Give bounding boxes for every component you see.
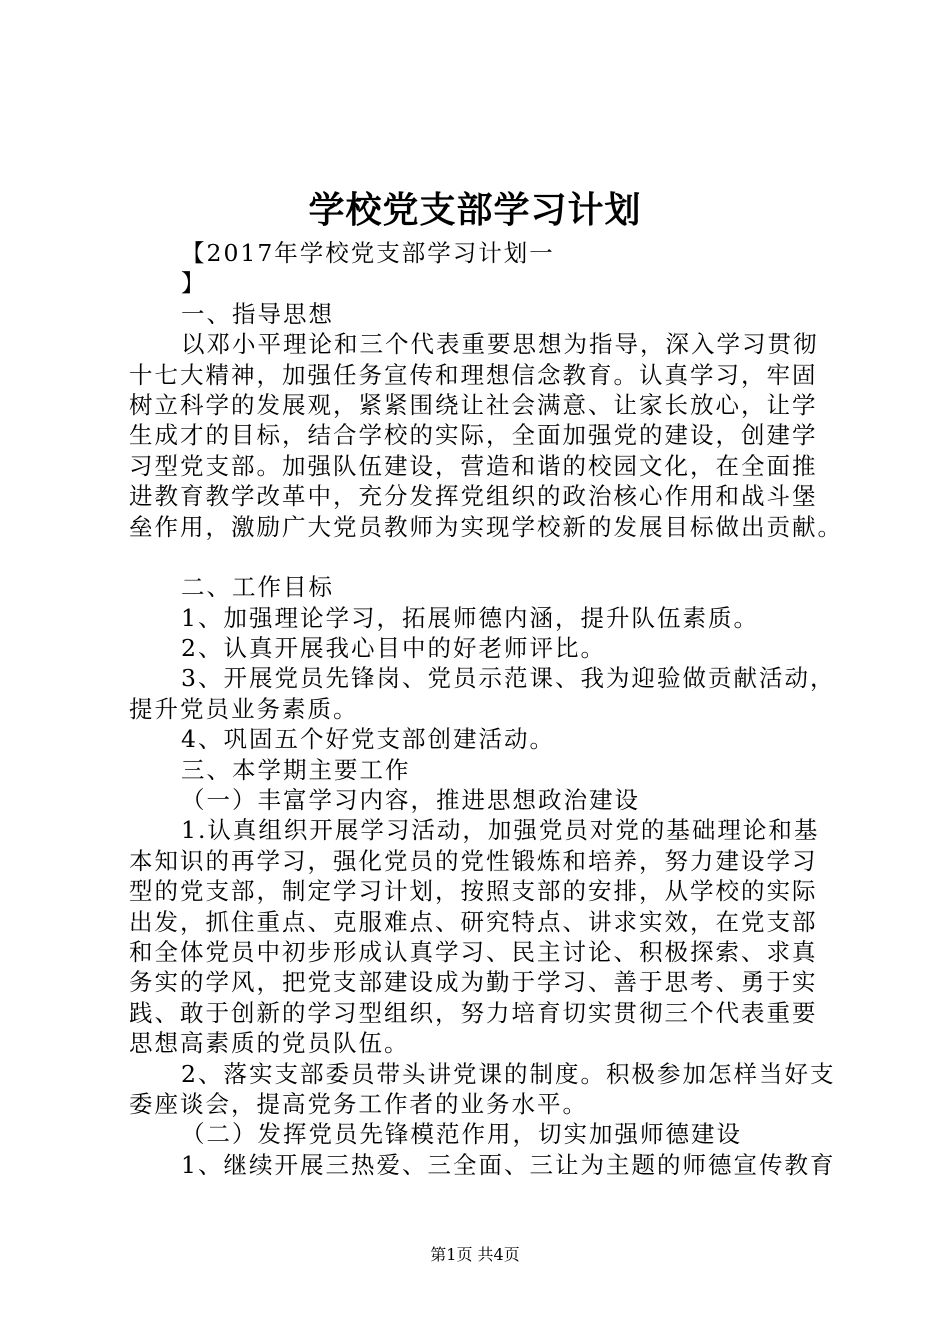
page-footer: 第1页 共4页 <box>430 1245 520 1264</box>
text-line: 1、加强理论学习，拓展师德内涵，提升队伍素质。 <box>181 603 759 632</box>
subsection-heading: （二）发挥党员先锋模范作用，切实加强师德建设 <box>181 1120 742 1149</box>
text-line: 委座谈会，提高党务工作者的业务水平。 <box>129 1089 588 1118</box>
text-line: 【2017年学校党支部学习计划一 <box>181 239 555 267</box>
text-line: 以邓小平理论和三个代表重要思想为指导，深入学习贯彻 <box>181 330 819 359</box>
text-line: 1、继续开展三热爱、三全面、三让为主题的师德宣传教育 <box>181 1150 836 1179</box>
text-line: 进教育教学改革中，充分发挥党组织的政治核心作用和战斗堡 <box>129 482 818 511</box>
text-line: 和全体党员中初步形成认真学习、民主讨论、积极探索、求真 <box>129 937 818 966</box>
text-line: 十七大精神，加强任务宣传和理想信念教育。认真学习，牢固 <box>129 360 818 389</box>
text-line: 2、认真开展我心目中的好老师评比。 <box>181 634 606 663</box>
text-line: 本知识的再学习，强化党员的党性锻炼和培养，努力建设学习 <box>129 846 818 875</box>
text-line: 4、巩固五个好党支部创建活动。 <box>181 725 555 754</box>
section-heading: 二、工作目标 <box>181 573 334 602</box>
text-line: 2、落实支部委员带头讲党课的制度。积极参加怎样当好支 <box>181 1059 836 1088</box>
section-heading: 一、指导思想 <box>181 299 334 328</box>
text-line: 树立科学的发展观，紧紧围绕让社会满意、让家长放心，让学 <box>129 390 818 419</box>
paragraph-gap <box>129 542 834 572</box>
section-heading: 三、本学期主要工作 <box>181 755 411 784</box>
text-line: 型的党支部，制定学习计划，按照支部的安排，从学校的实际 <box>129 877 818 906</box>
text-line: 1.认真组织开展学习活动，加强党员对党的基础理论和基 <box>181 816 820 845</box>
text-line: 思想高素质的党员队伍。 <box>129 1029 410 1058</box>
document-body <box>129 238 843 1180</box>
subsection-heading: （一）丰富学习内容，推进思想政治建设 <box>181 786 640 815</box>
text-line: 出发，抓住重点、克服难点、研究特点、讲求实效，在党支部 <box>129 907 818 936</box>
page-title: 学校党支部学习计划 <box>308 189 642 231</box>
text-line: 】 <box>181 269 207 298</box>
text-line: 践、敢于创新的学习型组织，努力培育切实贯彻三个代表重要 <box>129 998 818 1027</box>
text-line: 务实的学风，把党支部建设成为勤于学习、善于思考、勇于实 <box>129 968 818 997</box>
text-line: 提升党员业务素质。 <box>129 694 359 723</box>
text-line: 习型党支部。加强队伍建设，营造和谐的校园文化，在全面推 <box>129 451 818 480</box>
text-line: 3、开展党员先锋岗、党员示范课、我为迎验做贡献活动， <box>181 664 836 693</box>
text-line: 垒作用，激励广大党员教师为实现学校新的发展目标做出贡献。 <box>129 512 843 541</box>
text-line: 生成才的目标，结合学校的实际，全面加强党的建设，创建学 <box>129 421 818 450</box>
